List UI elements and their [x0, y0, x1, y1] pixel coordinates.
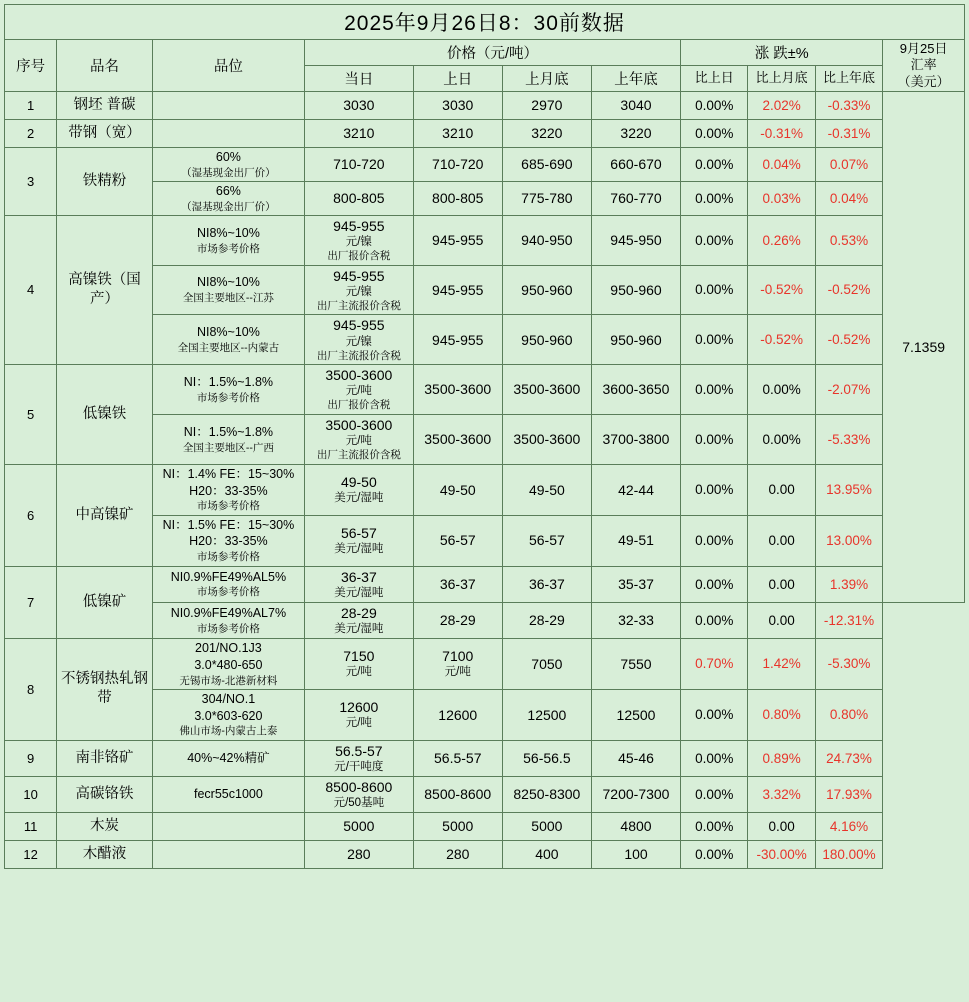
- row-price-month: 400: [502, 840, 591, 868]
- row-chg-month: 0.00%: [748, 414, 815, 464]
- row-chg-month: 0.00: [748, 602, 815, 638]
- row-price-prev: 28-29: [413, 602, 502, 638]
- row-chg-month: 0.00: [748, 464, 815, 515]
- row-price-today-value: 36-37: [340, 568, 377, 585]
- row-price-today: [305, 638, 414, 689]
- table-row: [5, 147, 965, 181]
- row-price-prev: 5000: [413, 812, 502, 840]
- row-price-today: [305, 776, 414, 812]
- row-chg-month: 0.00: [748, 566, 815, 602]
- row-product: 木炭: [57, 812, 153, 840]
- row-chg-prev: 0.00%: [681, 812, 748, 840]
- row-chg-year: 24.73%: [815, 740, 882, 776]
- row-price-prev: [413, 638, 502, 689]
- row-price-month: 3500-3600: [502, 414, 591, 464]
- row-index: 3: [5, 147, 57, 215]
- row-grade-sub2: 市场参考价格: [196, 500, 260, 513]
- row-grade-main: NI：1.4% FE：15~30%: [162, 466, 295, 481]
- row-grade: [152, 119, 304, 147]
- row-grade-sub: 市场参考价格: [196, 586, 260, 599]
- row-product: 低镍铁: [57, 365, 153, 465]
- row-chg-month: 0.00: [748, 515, 815, 566]
- row-price-today: 800-805: [305, 181, 414, 215]
- row-grade: [152, 147, 304, 181]
- row-price-today-unit: 美元/湿吨: [334, 622, 384, 635]
- row-price-year: 950-960: [591, 315, 680, 365]
- table-row: [5, 215, 965, 265]
- row-index: 9: [5, 740, 57, 776]
- row-chg-prev: 0.00%: [681, 365, 748, 415]
- row-grade: [152, 414, 304, 464]
- row-grade-main: NI：1.5%~1.8%: [183, 375, 274, 389]
- row-price-today-note: 出厂主流报价含税: [316, 449, 401, 462]
- row-chg-month: 1.42%: [748, 638, 815, 689]
- row-chg-prev: 0.00%: [681, 265, 748, 315]
- header-change-group: 涨 跌±%: [681, 40, 883, 66]
- row-price-year: 3220: [591, 119, 680, 147]
- row-price-today-unit: 美元/湿吨: [334, 586, 384, 599]
- row-index: 2: [5, 119, 57, 147]
- row-grade-sub: 全国主要地区--江苏: [182, 292, 274, 305]
- header-fx-line1: 9月25日: [899, 41, 948, 56]
- row-chg-month: 0.00: [748, 812, 815, 840]
- row-price-today: 3210: [305, 119, 414, 147]
- row-grade-sub: 市场参考价格: [196, 622, 260, 635]
- row-price-today: [305, 464, 414, 515]
- row-price-month: 28-29: [502, 602, 591, 638]
- row-price-prev: 710-720: [413, 147, 502, 181]
- row-price-today-value: 3500-3600: [325, 367, 393, 384]
- row-grade-main: 60%: [215, 149, 241, 164]
- row-price-year: 12500: [591, 689, 680, 740]
- row-price-prev: 3500-3600: [413, 365, 502, 415]
- row-price-year: 42-44: [591, 464, 680, 515]
- row-price-month: 3220: [502, 119, 591, 147]
- table-row: [5, 812, 965, 840]
- row-grade-sub2: 市场参考价格: [196, 551, 260, 564]
- row-product: 高镍铁（国产）: [57, 215, 153, 364]
- header-fx-line3: （美元）: [897, 73, 950, 89]
- row-index: 6: [5, 464, 57, 566]
- row-price-today-value: 56-57: [340, 524, 377, 541]
- row-product: 南非铬矿: [57, 740, 153, 776]
- row-price-month: 5000: [502, 812, 591, 840]
- row-price-today: [305, 414, 414, 464]
- row-price-month: 36-37: [502, 566, 591, 602]
- row-price-prev-value: 7100: [442, 648, 474, 665]
- row-price-today-note: 出厂报价含税: [327, 249, 391, 262]
- row-grade: [152, 265, 304, 315]
- row-price-month: 56-57: [502, 515, 591, 566]
- row-index: 10: [5, 776, 57, 812]
- header-product: 品名: [57, 40, 153, 92]
- row-price-month: 950-960: [502, 265, 591, 315]
- title-row: [5, 5, 965, 40]
- row-grade-sub: 3.0*480-650: [194, 657, 263, 672]
- row-price-today-value: 12600: [339, 699, 379, 716]
- row-product: 低镍矿: [57, 566, 153, 638]
- row-chg-year: -0.33%: [815, 91, 882, 119]
- row-grade-main: NI8%~10%: [196, 325, 260, 340]
- row-chg-prev: 0.70%: [681, 638, 748, 689]
- row-price-today-note: 出厂主流报价含税: [316, 299, 401, 312]
- row-price-prev: 945-955: [413, 215, 502, 265]
- row-product: 高碳铬铁: [57, 776, 153, 812]
- row-chg-month: 0.04%: [748, 147, 815, 181]
- row-index: 5: [5, 365, 57, 465]
- row-price-month: 2970: [502, 91, 591, 119]
- row-price-today: [305, 689, 414, 740]
- row-chg-month: -0.31%: [748, 119, 815, 147]
- row-grade-sub2: 无锡市场-北港新材料: [179, 674, 278, 687]
- row-price-today-value: 7150: [343, 648, 375, 665]
- row-chg-month: 0.89%: [748, 740, 815, 776]
- row-price-year: 760-770: [591, 181, 680, 215]
- row-grade-main: NI：1.5%~1.8%: [183, 424, 274, 439]
- row-chg-prev: 0.00%: [681, 147, 748, 181]
- row-price-today: [305, 265, 414, 315]
- row-product: 中高镍矿: [57, 464, 153, 566]
- row-price-prev: 280: [413, 840, 502, 868]
- row-price-prev: 800-805: [413, 181, 502, 215]
- row-grade: [152, 365, 304, 415]
- row-price-prev: 3500-3600: [413, 414, 502, 464]
- row-price-prev: 945-955: [413, 265, 502, 315]
- row-index: 1: [5, 91, 57, 119]
- row-price-today-unit: 元/镍: [345, 236, 372, 249]
- row-chg-prev: 0.00%: [681, 740, 748, 776]
- row-chg-month: 0.03%: [748, 181, 815, 215]
- row-price-today-unit: 美元/湿吨: [334, 543, 384, 556]
- row-grade-main: 66%: [215, 183, 241, 198]
- row-grade-main: NI8%~10%: [196, 225, 260, 240]
- header-price-prev: 上日: [413, 65, 502, 91]
- row-grade-sub2: 佛山市场-内蒙古上泰: [179, 725, 278, 738]
- row-index: 12: [5, 840, 57, 868]
- row-grade-main: NI8%~10%: [196, 275, 260, 290]
- row-grade-sub: 全国主要地区--内蒙古: [177, 342, 280, 355]
- row-chg-month: 0.00%: [748, 365, 815, 415]
- row-grade-main: 304/NO.1: [201, 691, 256, 706]
- row-price-today-value: 8500-8600: [325, 778, 393, 795]
- row-index: 11: [5, 812, 57, 840]
- row-price-prev: 56-57: [413, 515, 502, 566]
- row-price-today: 710-720: [305, 147, 414, 181]
- row-price-year: 32-33: [591, 602, 680, 638]
- row-chg-prev: 0.00%: [681, 602, 748, 638]
- row-price-today: [305, 515, 414, 566]
- row-grade: [152, 91, 304, 119]
- row-price-prev: 36-37: [413, 566, 502, 602]
- table-row: [5, 566, 965, 602]
- header-fx-group: [883, 40, 965, 92]
- row-price-month: 7050: [502, 638, 591, 689]
- row-chg-prev: 0.00%: [681, 464, 748, 515]
- table-row: [5, 119, 965, 147]
- row-grade-main: NI：1.5% FE：15~30%: [162, 517, 295, 532]
- row-grade: [152, 840, 304, 868]
- row-price-today-value: 945-955: [333, 267, 385, 284]
- row-price-prev: 49-50: [413, 464, 502, 515]
- row-price-today-value: 3500-3600: [325, 416, 393, 433]
- row-chg-month: 0.80%: [748, 689, 815, 740]
- row-product: 铁精粉: [57, 147, 153, 215]
- row-product: 木醋液: [57, 840, 153, 868]
- header-price-month: 上月底: [502, 65, 591, 91]
- row-grade: [152, 181, 304, 215]
- row-price-prev: 12600: [413, 689, 502, 740]
- row-grade: [152, 638, 304, 689]
- row-grade-sub: H20：33-35%: [189, 534, 268, 549]
- row-chg-year: 13.95%: [815, 464, 882, 515]
- row-price-today-unit: 元/镍: [345, 285, 372, 298]
- row-price-today-value: 49-50: [340, 474, 377, 491]
- row-price-today-unit: 元/吨: [345, 717, 372, 730]
- row-price-today: [305, 566, 414, 602]
- row-grade-sub: 3.0*603-620: [194, 708, 263, 723]
- row-chg-year: 180.00%: [815, 840, 882, 868]
- table-row: [5, 91, 965, 119]
- row-chg-prev: 0.00%: [681, 515, 748, 566]
- row-price-today-unit: 元/镍: [345, 335, 372, 348]
- row-chg-year: 13.00%: [815, 515, 882, 566]
- row-price-year: 49-51: [591, 515, 680, 566]
- table-row: [5, 740, 965, 776]
- row-chg-year: -12.31%: [815, 602, 882, 638]
- row-price-month: 49-50: [502, 464, 591, 515]
- row-price-today-value: 945-955: [333, 317, 385, 334]
- header-index: 序号: [5, 40, 57, 92]
- header-price-year: 上年底: [591, 65, 680, 91]
- header-row-1: [5, 40, 965, 66]
- row-grade: fecr55c1000: [152, 776, 304, 812]
- row-chg-prev: 0.00%: [681, 91, 748, 119]
- row-price-year: 100: [591, 840, 680, 868]
- row-grade: [152, 812, 304, 840]
- row-price-today: [305, 602, 414, 638]
- row-chg-year: -2.07%: [815, 365, 882, 415]
- row-price-month: 685-690: [502, 147, 591, 181]
- row-chg-year: 0.04%: [815, 181, 882, 215]
- row-price-year: 45-46: [591, 740, 680, 776]
- row-product: 不锈钢热轧钢带: [57, 638, 153, 740]
- row-price-prev-unit: 元/吨: [444, 666, 471, 679]
- row-price-prev: 945-955: [413, 315, 502, 365]
- row-chg-month: 0.26%: [748, 215, 815, 265]
- row-grade: [152, 602, 304, 638]
- row-chg-prev: 0.00%: [681, 119, 748, 147]
- row-grade-sub: （湿基现金出厂价）: [181, 166, 276, 179]
- row-chg-year: -0.52%: [815, 265, 882, 315]
- row-price-year: 3600-3650: [591, 365, 680, 415]
- row-price-year: 660-670: [591, 147, 680, 181]
- row-chg-year: -5.30%: [815, 638, 882, 689]
- header-chg-prev: 比上日: [681, 65, 748, 91]
- row-grade: [152, 566, 304, 602]
- row-index: 7: [5, 566, 57, 638]
- row-grade-sub: （湿基现金出厂价）: [181, 200, 276, 213]
- header-chg-year: 比上年底: [815, 65, 882, 91]
- row-price-month: 940-950: [502, 215, 591, 265]
- row-grade: [152, 464, 304, 515]
- row-price-month: 56-56.5: [502, 740, 591, 776]
- row-index: 4: [5, 215, 57, 364]
- row-chg-year: -0.31%: [815, 119, 882, 147]
- row-chg-year: -5.33%: [815, 414, 882, 464]
- row-price-today-unit: 元/吨: [345, 385, 372, 398]
- row-price-today-value: 56.5-57: [335, 742, 383, 759]
- header-price-group: 价格（元/吨）: [305, 40, 681, 66]
- row-grade: [152, 515, 304, 566]
- row-price-year: 7550: [591, 638, 680, 689]
- row-price-today-unit: 元/吨: [345, 435, 372, 448]
- row-grade: [152, 215, 304, 265]
- row-price-year: 7200-7300: [591, 776, 680, 812]
- row-price-today: [305, 365, 414, 415]
- row-chg-year: -0.52%: [815, 315, 882, 365]
- row-price-month: 950-960: [502, 315, 591, 365]
- row-price-prev: 8500-8600: [413, 776, 502, 812]
- table-row: [5, 840, 965, 868]
- header-price-today: 当日: [305, 65, 414, 91]
- row-chg-year: 0.53%: [815, 215, 882, 265]
- row-chg-year: 4.16%: [815, 812, 882, 840]
- row-price-today: 280: [305, 840, 414, 868]
- row-grade-main: NI0.9%FE49%AL5%: [170, 569, 287, 584]
- row-price-month: 12500: [502, 689, 591, 740]
- row-chg-prev: 0.00%: [681, 181, 748, 215]
- table-row: [5, 638, 965, 689]
- row-price-today: [305, 740, 414, 776]
- row-price-today: 5000: [305, 812, 414, 840]
- row-price-today-unit: 元/干吨度: [334, 760, 384, 773]
- row-price-month: 8250-8300: [502, 776, 591, 812]
- table-row: [5, 776, 965, 812]
- row-price-prev: 3210: [413, 119, 502, 147]
- row-price-today-unit: 元/吨: [345, 666, 372, 679]
- row-chg-year: 1.39%: [815, 566, 882, 602]
- row-price-year: 945-950: [591, 215, 680, 265]
- row-chg-year: 17.93%: [815, 776, 882, 812]
- row-grade: 40%~42%精矿: [152, 740, 304, 776]
- row-chg-prev: 0.00%: [681, 566, 748, 602]
- row-price-today-note: 出厂主流报价含税: [316, 349, 401, 362]
- row-chg-prev: 0.00%: [681, 840, 748, 868]
- row-product: 带钢（宽）: [57, 119, 153, 147]
- row-chg-prev: 0.00%: [681, 689, 748, 740]
- row-price-year: 35-37: [591, 566, 680, 602]
- table-row: [5, 365, 965, 415]
- header-grade: 品位: [152, 40, 304, 92]
- row-price-today-note: 出厂报价含税: [327, 399, 391, 412]
- row-price-today: 3030: [305, 91, 414, 119]
- fx-rate-value: 7.1359: [883, 91, 965, 602]
- row-chg-month: -0.52%: [748, 315, 815, 365]
- row-chg-prev: 0.00%: [681, 315, 748, 365]
- row-chg-prev: 0.00%: [681, 776, 748, 812]
- page-title: 2025年9月26日8：30前数据: [5, 5, 965, 40]
- row-price-month: 775-780: [502, 181, 591, 215]
- row-price-year: 950-960: [591, 265, 680, 315]
- row-price-month: 3500-3600: [502, 365, 591, 415]
- price-table: [4, 4, 965, 869]
- row-price-today-value: 945-955: [333, 217, 385, 234]
- row-price-today-unit: 美元/湿吨: [334, 492, 384, 505]
- row-price-today: [305, 215, 414, 265]
- header-chg-month: 比上月底: [748, 65, 815, 91]
- row-chg-year: 0.80%: [815, 689, 882, 740]
- row-chg-year: 0.07%: [815, 147, 882, 181]
- row-chg-prev: 0.00%: [681, 414, 748, 464]
- row-chg-prev: 0.00%: [681, 215, 748, 265]
- row-price-year: 3040: [591, 91, 680, 119]
- row-price-year: 3700-3800: [591, 414, 680, 464]
- row-index: 8: [5, 638, 57, 740]
- row-grade-sub: 全国主要地区--广西: [182, 441, 274, 454]
- row-price-today-unit: 元/50基吨: [333, 796, 385, 809]
- row-chg-month: 3.32%: [748, 776, 815, 812]
- row-product: 钢坯 普碳: [57, 91, 153, 119]
- row-price-prev: 56.5-57: [413, 740, 502, 776]
- row-grade-main: 201/NO.1J3: [195, 640, 262, 655]
- table-row: [5, 464, 965, 515]
- row-chg-month: -0.52%: [748, 265, 815, 315]
- row-price-year: 4800: [591, 812, 680, 840]
- row-grade-sub: 市场参考价格: [196, 242, 260, 255]
- row-price-prev: 3030: [413, 91, 502, 119]
- row-grade-sub: 市场参考价格: [196, 391, 260, 404]
- row-grade-sub: H20：33-35%: [189, 483, 268, 498]
- row-chg-month: 2.02%: [748, 91, 815, 119]
- header-fx-line2: 汇率: [910, 57, 937, 73]
- row-price-today-value: 28-29: [340, 604, 377, 621]
- row-price-today: [305, 315, 414, 365]
- row-grade-main: NI0.9%FE49%AL7%: [170, 605, 287, 620]
- row-chg-month: -30.00%: [748, 840, 815, 868]
- row-grade: [152, 315, 304, 365]
- row-grade: [152, 689, 304, 740]
